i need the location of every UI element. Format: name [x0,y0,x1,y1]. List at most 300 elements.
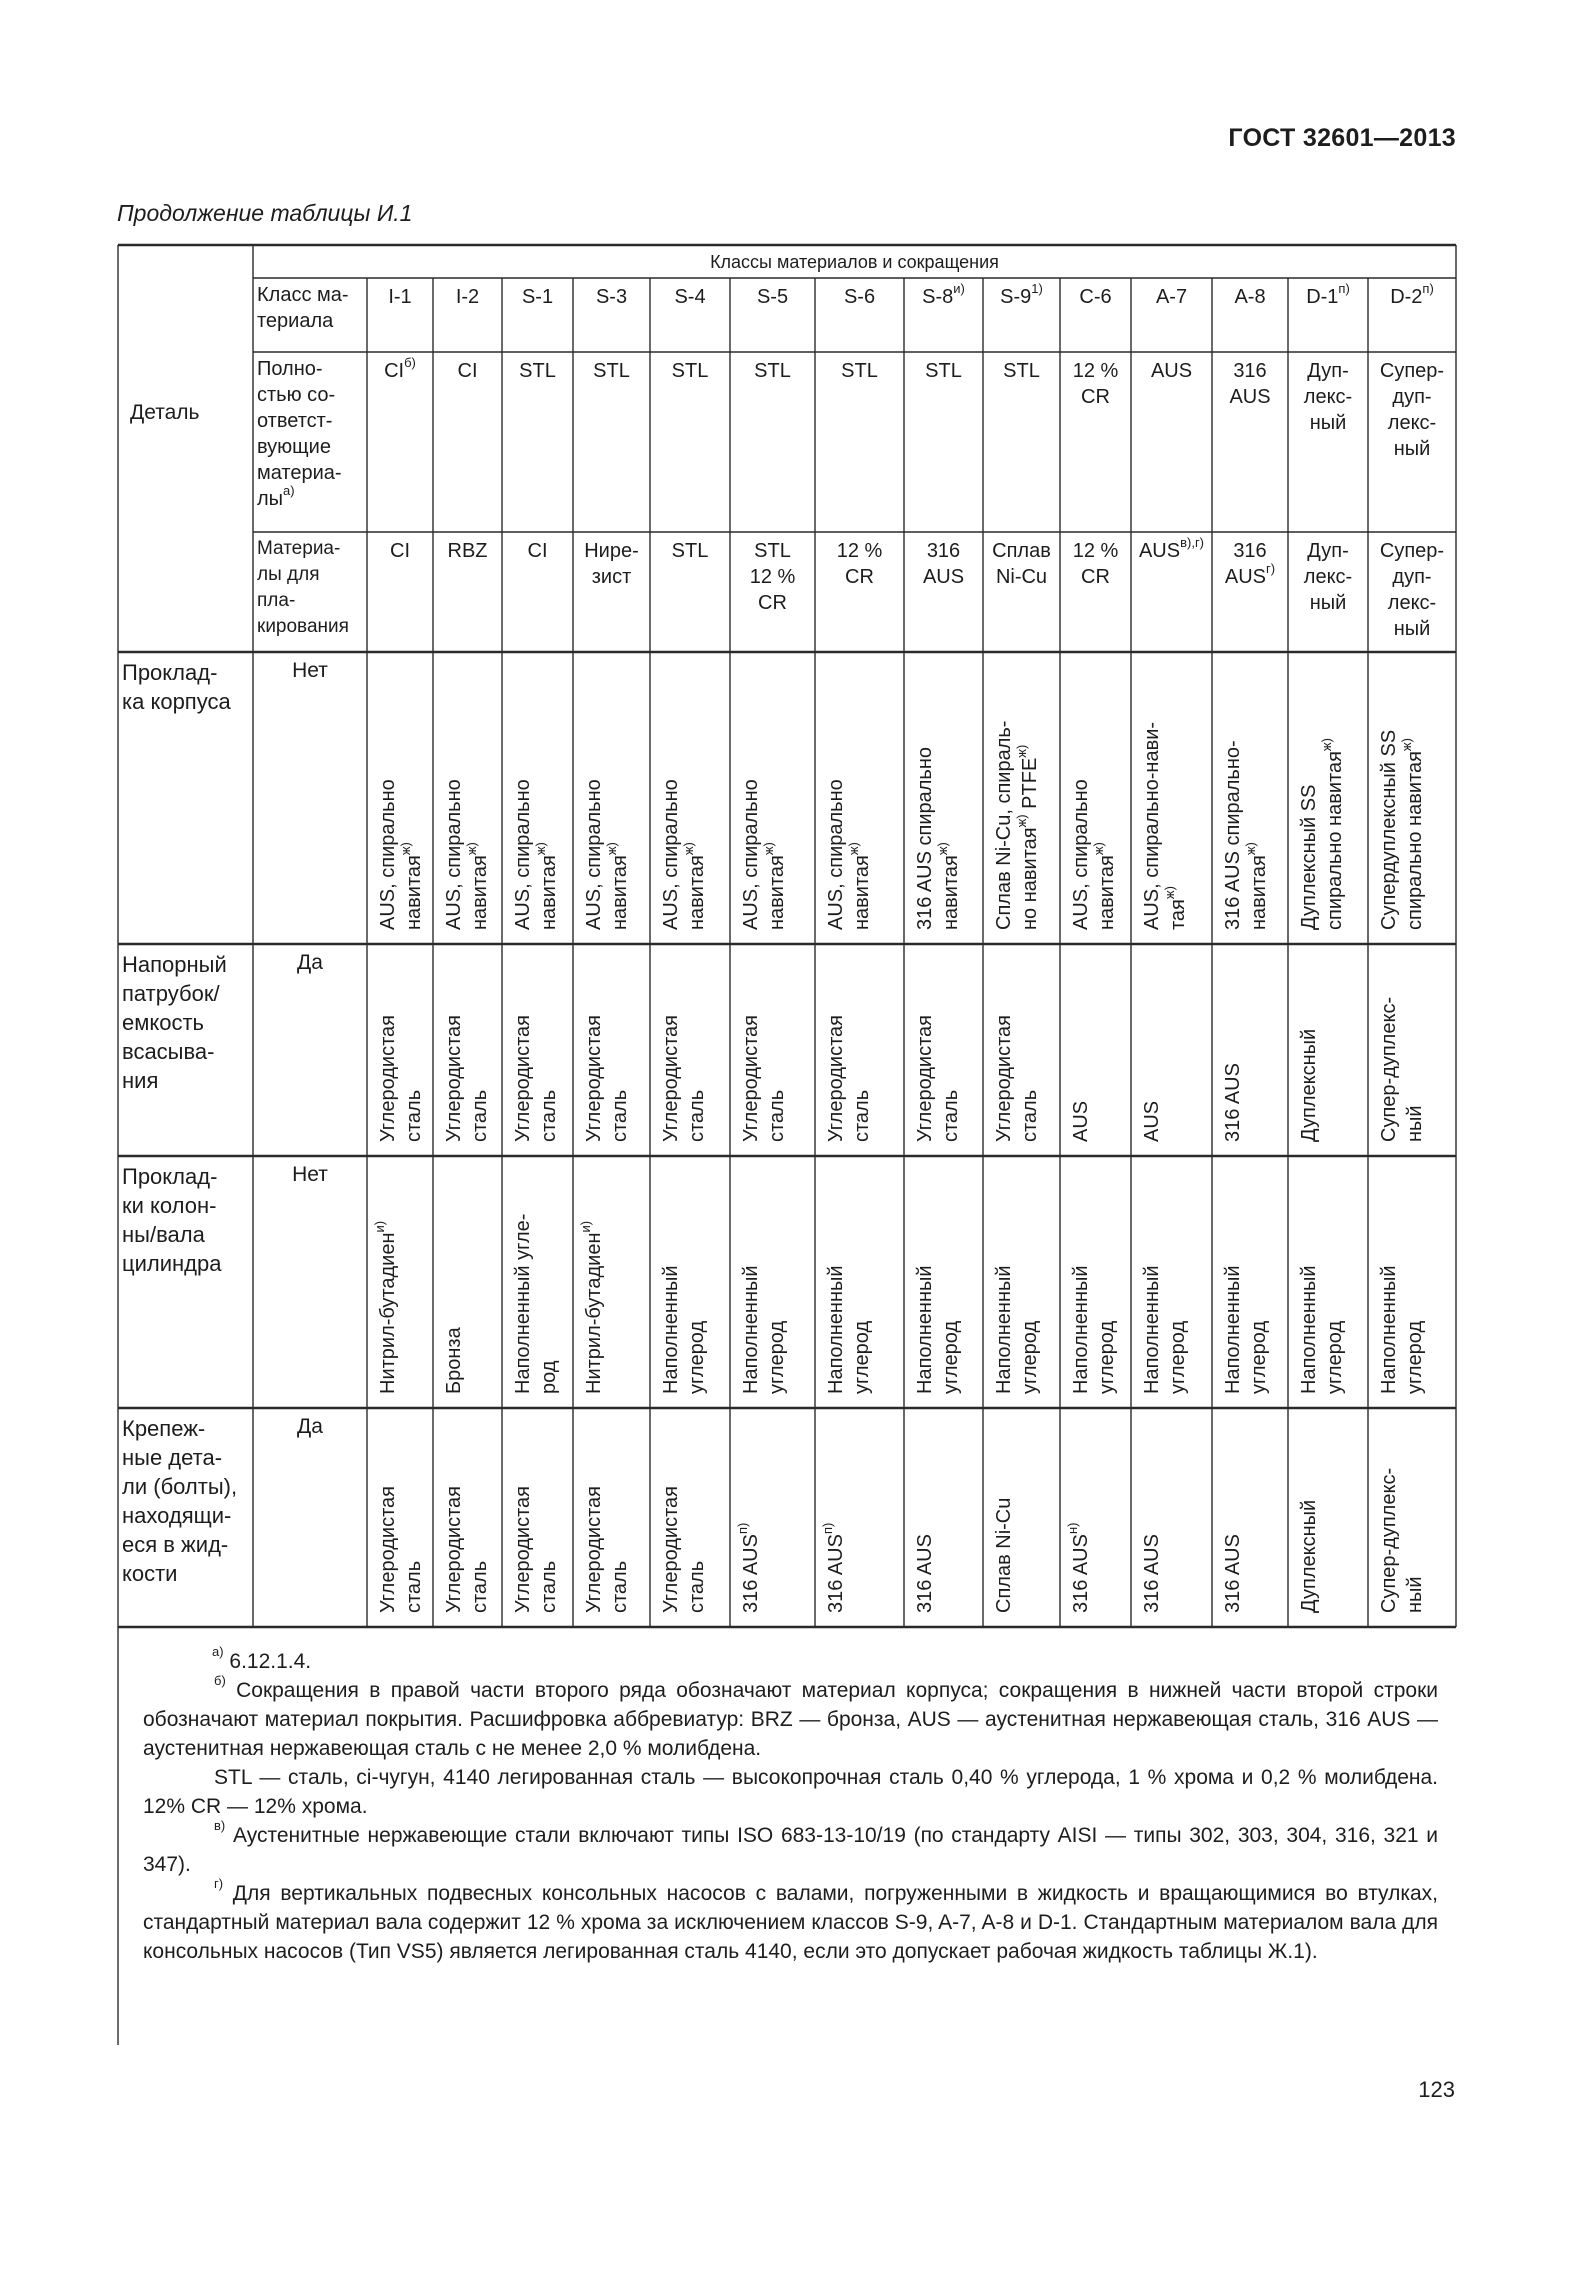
part-cell-4-S-8 [912,1534,938,1613]
cell-line [578,1220,607,1394]
cell-line [1220,1534,1246,1613]
cell-line [441,1327,467,1394]
footnote-mark: в) [214,1818,226,1833]
part-cell-1-S-3 [581,779,633,930]
cell-line [398,779,427,930]
cell-line [823,1015,849,1142]
part-cell-4-I-2 [441,1486,493,1613]
cell-line [912,1265,938,1394]
cell-text: углерод [766,1320,788,1394]
cell-text: Углеродистая [660,1015,682,1142]
footnote-mark: а) [212,1644,224,1659]
part-cell-1-S-1 [510,779,562,930]
cell-text: Наполненный [1378,1265,1400,1394]
cell-line [764,1015,790,1142]
cell-line [581,1015,607,1142]
cell-line [764,1265,790,1394]
footnotes [143,1644,1438,1966]
cell-text: S-5 [756,286,789,308]
cell-text: CI [527,540,548,562]
classes-header [253,249,1456,279]
cell-text: AUS, спирально [1070,779,1092,930]
footnote-mark: г) [1266,561,1276,576]
part-cell-4-A-7 [1139,1534,1165,1613]
footnote-mark: 1) [1031,281,1043,296]
cell-text: CI [384,360,405,382]
clad-material-S-9 [985,538,1058,650]
cell-line [441,1486,467,1613]
full-material-S-4 [652,358,728,530]
cell-text: Дуп- лекс- ный [1303,540,1353,614]
cell-text: Деталь [130,401,200,424]
cell-text: сталь [609,1560,631,1613]
cell-text: Наполненный угле- [512,1213,534,1394]
cell-line [1014,814,1041,930]
cell-text: STL [593,360,630,382]
cell-line [604,779,633,930]
cell-text: Наполненный [825,1265,847,1394]
part-cell-3-S-4 [658,1265,710,1394]
part-flag-1 [253,658,367,688]
cell-text: AUS, спирально [583,779,605,930]
cell-text: AUS [1141,1100,1163,1142]
cell-text: сталь [403,1560,425,1613]
cell-text: Углеродистая [443,1015,465,1142]
cell-text: сталь [609,1089,631,1142]
cell-text: 12 % CR [836,540,883,588]
cell-text: AUS, спирально [825,779,847,930]
part-cell-3-A-8 [1220,1265,1272,1394]
cell-text: Нире- зист [584,540,639,588]
part-flag-4 [253,1414,367,1444]
cell-line [581,1486,607,1613]
cell-line [1376,1468,1402,1613]
part-cell-3-C-6 [1068,1265,1120,1394]
cell-text: навитая [469,855,491,930]
cell-line [1402,997,1428,1142]
cell-line [467,1486,493,1613]
cell-line [991,1265,1017,1394]
footnote-mark: ж) [1162,886,1177,900]
cell-line [510,1486,536,1613]
part-cell-2-S-8 [912,1015,964,1142]
cell-line [1017,1265,1043,1394]
cell-line [375,1015,401,1142]
cell-text: S-8 [922,286,954,308]
part-cell-3-D-2 [1376,1265,1428,1394]
cell-line [1402,1265,1428,1394]
clad-material-S-1 [504,538,571,650]
footnote-mark: ж) [604,842,619,856]
cell-text: AUS [1150,360,1193,382]
cell-line [1017,1015,1043,1142]
cell-text: ный [1404,1105,1426,1142]
row-label-3 [257,536,363,648]
footnote-mark: в),г) [1180,535,1205,550]
cell-text: Крепеж- ные дета- ли (болты), находящи- еся в жид- кости [122,1416,238,1586]
cell-text: STL [841,360,878,382]
full-material-S-3 [575,358,648,530]
class-S-6 [815,284,904,314]
part-cell-1-S-6 [823,779,875,930]
part-cell-2-I-1 [375,1015,427,1142]
footnote-mark: ж) [761,842,776,856]
cell-text: CI [457,360,478,382]
cell-text: STL [671,540,709,562]
part-cell-2-A-8 [1220,1063,1246,1142]
clad-material-S-4 [652,538,728,650]
cell-text: сталь [766,1089,788,1142]
cell-text: Сплав Ni-Cu [993,1497,1015,1613]
footnote-mark: а) [283,483,295,498]
footnote-text: Для вертикальных подвесных консольных насосов с валами, погруженными в жидкость и вращающимися во втулках, стандартный материал вала содержит 12 % хрома за исключением классов S-9, A-7, A-8 и D-1. Стандартным материалом вала для консольных насосов (Тип VS5) является легированная сталь 4140, если это допускает рабочая жидкость таблицы Ж.1). [143,1882,1438,1963]
cell-line [735,1522,764,1613]
part-cell-3-S-9 [991,1265,1043,1394]
part-cell-3-S-8 [912,1265,964,1394]
cell-text: 316 AUS спирально [914,746,936,930]
cell-text: сталь [686,1560,708,1613]
part-cell-1-S-9 [991,721,1043,930]
part-label-3 [122,1162,249,1404]
part-label-1 [122,658,249,940]
footnote-mark: н) [1065,1522,1080,1535]
cell-text: STL 12 % CR [749,540,796,614]
cell-line [1068,1101,1094,1142]
footnote-mark: ж) [533,842,548,856]
cell-line [607,1486,633,1613]
part-cell-4-S-5 [735,1522,764,1613]
part-flag-2 [253,950,367,980]
cell-text: PTFE [1019,757,1041,815]
cell-line [401,1015,427,1142]
footnote-mark: ж) [1399,738,1414,752]
part-cell-4-D-1 [1296,1500,1322,1613]
cell-text: STL [1003,360,1040,382]
part-cell-4-S-4 [658,1486,710,1613]
part-cell-4-C-6 [1065,1522,1094,1613]
cell-text: Нитрил-бутадиен [583,1232,605,1394]
cell-text: Углеродистая [914,1015,936,1142]
class-D-1 [1288,281,1368,314]
part-cell-2-S-3 [581,1015,633,1142]
full-material-A-7 [1133,358,1210,530]
part-cell-4-A-8 [1220,1534,1246,1613]
part-cell-2-S-9 [991,1015,1043,1142]
cell-text: Материа- лы для пла- кирования [257,538,349,637]
full-material-S-8 [906,358,981,530]
cell-line [935,747,964,930]
clad-material-A-7 [1133,535,1210,650]
cell-text: AUS, спирально-нави- [1141,721,1163,930]
cell-text: Нет [292,659,328,682]
cell-text: AUS, спирально [660,779,682,930]
cell-text: Полно- стью со- ответст- вующие материа- лы [257,358,342,510]
part-cell-1-S-5 [738,779,790,930]
footnote-mark: ж) [1091,842,1106,856]
cell-line [1065,1522,1094,1613]
cell-text: 316 AUS [825,1534,847,1613]
cell-line [1399,730,1428,930]
cell-text: Сплав Ni-Cu, спираль- [993,720,1015,930]
cell-text: тая [1167,899,1189,930]
cell-text: род [538,1360,560,1394]
row-label-2 [257,356,363,528]
cell-text: навитая [403,855,425,930]
full-material-S-9 [985,358,1058,530]
cell-text: сталь [469,1089,491,1142]
part-label-4 [122,1414,249,1623]
footnote-mark: ж) [464,842,479,856]
cell-line [849,1015,875,1142]
footnote-mark: ж) [398,842,413,856]
cell-text: Классы материалов и сокращения [710,252,999,272]
cell-text: Супер- дуп- лекс- ный [1379,540,1445,640]
footnote-2 [143,1673,1438,1763]
part-cell-2-C-6 [1068,1101,1094,1142]
cell-text: Да [297,1415,323,1438]
footnote-mark: ж) [1243,842,1258,856]
cell-line [510,1214,536,1394]
part-cell-3-D-1 [1296,1265,1348,1394]
cell-line [658,1486,684,1613]
cell-text: сталь [538,1560,560,1613]
cell-line [684,1015,710,1142]
cell-text: Наполненный [740,1265,762,1394]
cell-line [761,779,790,930]
cell-text: Дуплексный [1298,1028,1320,1142]
full-material-C-6 [1062,358,1129,530]
footnote-mark: г) [214,1876,224,1891]
cell-text: навитая [1096,855,1118,930]
cell-text: S-4 [674,286,706,308]
full-material-D-2 [1370,358,1454,530]
cell-line [1139,1265,1165,1394]
part-cell-2-I-2 [441,1015,493,1142]
cell-text: 316 AUS спирально- [1222,740,1244,930]
cell-line [912,747,938,930]
part-cell-1-I-1 [375,779,427,930]
cell-text: C-6 [1079,286,1112,308]
cell-text: Супер-дуплекс- [1378,996,1400,1142]
footnote-text: 6.12.1.4. [223,1650,312,1673]
part-cell-4-S-6 [820,1522,849,1613]
cell-text: Сплав Ni-Cu [992,540,1051,588]
footnote-5 [143,1876,1438,1966]
cell-line [441,1015,467,1142]
footnote-mark: п) [1422,281,1434,296]
cell-line [938,1015,964,1142]
cell-text: Проклад- ка корпуса [122,660,231,714]
cell-text: A-7 [1155,286,1188,308]
cell-text: A-8 [1234,286,1266,308]
cell-line [938,1265,964,1394]
part-cell-1-A-8 [1220,740,1272,930]
clad-material-A-8 [1214,538,1286,650]
cell-text: D-2 [1390,286,1423,308]
class-A-7 [1131,284,1212,314]
cell-text: Углеродистая [377,1015,399,1142]
cell-text: сталь [1019,1089,1041,1142]
cell-line [1068,1265,1094,1394]
cell-line [1319,738,1348,930]
part-cell-4-D-2 [1376,1468,1428,1613]
full-material-D-1 [1290,358,1366,530]
full-material-S-6 [817,358,902,530]
cell-line [820,1522,849,1613]
cell-text: CI [390,540,410,562]
part-cell-4-S-3 [581,1486,633,1613]
cell-text: Углеродистая [583,1015,605,1142]
class-I-2 [433,284,502,314]
cell-text: сталь [469,1560,491,1613]
cell-line [1243,740,1272,930]
part-cell-1-D-1 [1296,738,1348,930]
cell-line [1296,1029,1322,1142]
cell-text: Да [297,951,323,974]
cell-line [658,1015,684,1142]
cell-text: Наполненный [1222,1265,1244,1394]
part-cell-4-I-1 [375,1486,427,1613]
cell-line [1220,1063,1246,1142]
cell-text: 316 AUS [922,540,965,588]
cell-text: S-1 [521,286,554,308]
cell-text: AUS, спирально [740,779,762,930]
cell-line [536,1214,562,1394]
cell-line [1220,740,1246,930]
cell-text: углерод [851,1320,873,1394]
clad-material-S-6 [817,538,902,650]
cell-text: Напорный патрубок/ емкость всасыва- ния [122,952,227,1093]
footnote-mark: б) [214,1673,226,1688]
cell-line [991,1498,1017,1613]
cell-text: 316 AUS [1141,1534,1163,1613]
cell-text: Углеродистая [993,1015,1015,1142]
cell-line [684,1486,710,1613]
cell-text: I-2 [455,286,480,308]
part-cell-4-S-1 [510,1486,562,1613]
cell-line [991,1015,1017,1142]
part-cell-1-A-7 [1139,722,1191,930]
cell-text: ный [1404,1576,1426,1613]
cell-text: Наполненный [993,1265,1015,1394]
cell-text: Углеродистая [512,1015,534,1142]
cell-text: сталь [538,1089,560,1142]
cell-text: углерод [1096,1320,1118,1394]
standard-designation: ГОСТ 32601—2013 [1228,124,1456,152]
cell-text: углерод [1019,1320,1041,1394]
cell-text: S-6 [843,286,876,308]
cell-text: Класс ма- териала [257,284,349,332]
part-cell-3-S-5 [738,1265,790,1394]
cell-text: 12 % CR [1072,360,1119,408]
cell-text: углерод [1167,1320,1189,1394]
cell-text: Наполненный [914,1265,936,1394]
cell-line [372,1220,401,1394]
footnote-3 [143,1763,1438,1821]
cell-text: навитая [538,855,560,930]
class-S-3 [573,284,650,314]
cell-text: RBZ [447,540,488,562]
part-cell-3-I-1 [372,1220,401,1394]
cell-text: Наполненный [1141,1265,1163,1394]
part-cell-2-S-6 [823,1015,875,1142]
cell-line [401,1486,427,1613]
clad-material-I-1 [369,538,431,650]
class-A-8 [1212,284,1288,314]
cell-text: сталь [686,1089,708,1142]
part-cell-2-D-1 [1296,1029,1322,1142]
cell-text: AUS [1138,540,1181,562]
cell-line [510,1015,536,1142]
cell-line [1322,1265,1348,1394]
class-D-2 [1368,281,1456,314]
cell-text: Нитрил-бутадиен [377,1232,399,1394]
cell-line [684,1265,710,1394]
footnote-mark: ж) [1319,738,1334,752]
full-material-I-1 [369,355,431,530]
class-S-9 [983,281,1060,314]
cell-text: Углеродистая [660,1486,682,1613]
part-cell-3-S-6 [823,1265,875,1394]
cell-text: Углеродистая [583,1486,605,1613]
cell-line [738,1265,764,1394]
clad-material-S-8 [906,538,981,650]
cell-text: углерод [686,1320,708,1394]
footnote-mark: и) [372,1220,387,1233]
cell-text: углерод [940,1320,962,1394]
cell-text: спирально навитая [1404,751,1426,930]
cell-line [912,1015,938,1142]
part-cell-1-S-4 [658,779,710,930]
part-cell-1-C-6 [1068,779,1120,930]
cell-line [1139,1534,1165,1613]
cell-text: 316 AUS [1222,1534,1244,1613]
clad-material-C-6 [1062,538,1129,650]
cell-line [464,779,493,930]
cell-text: навитая [851,855,873,930]
detail-header [118,400,265,440]
cell-text: Дуплексный [1298,1499,1320,1613]
footnote-mark: ж) [935,842,950,856]
cell-text: углерод [1324,1320,1346,1394]
part-cell-3-S-1 [510,1214,562,1394]
cell-text: сталь [403,1089,425,1142]
footnote-mark: п) [820,1522,835,1535]
part-cell-2-S-5 [738,1015,790,1142]
part-cell-1-D-2 [1376,730,1428,930]
cell-text: Углеродистая [825,1015,847,1142]
cell-line [1220,1265,1246,1394]
footnote-mark: п) [1338,281,1350,296]
cell-line [607,1015,633,1142]
clad-material-S-3 [575,538,648,650]
part-cell-3-A-7 [1139,1265,1191,1394]
cell-text: 12 % CR [1072,540,1119,588]
full-material-I-2 [435,358,500,530]
cell-text: Дуплексный SS [1298,784,1320,930]
cell-line [849,1265,875,1394]
cell-text: Супер-дуплекс- [1378,1467,1400,1613]
clad-material-D-1 [1290,538,1366,650]
cell-line [1296,738,1322,930]
part-cell-2-S-1 [510,1015,562,1142]
cell-text: углерод [1248,1320,1270,1394]
cell-line [823,1265,849,1394]
footnote-mark: и) [953,281,965,296]
cell-text: навитая [1248,855,1270,930]
part-flag-3 [253,1162,367,1192]
cell-text: AUS, спирально [377,779,399,930]
